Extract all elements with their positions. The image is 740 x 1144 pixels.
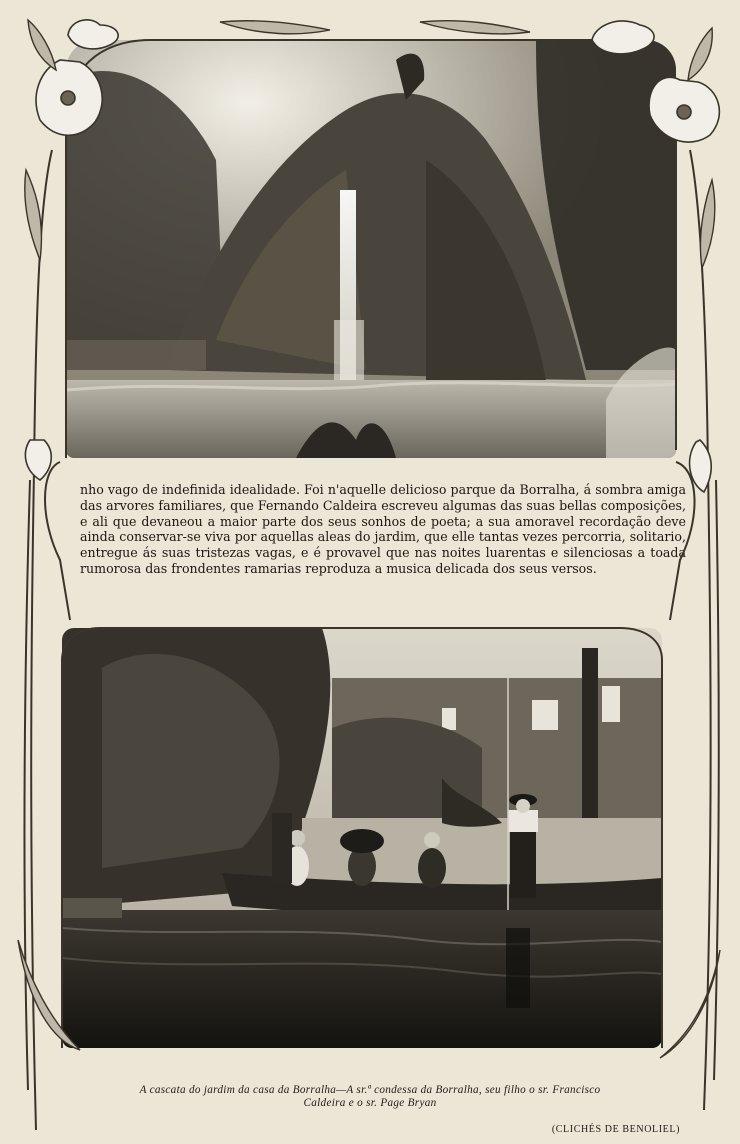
photo-caption xyxy=(40,1084,700,1110)
boat-party-photo-image xyxy=(62,628,662,1048)
waterfall-photo-image xyxy=(66,40,676,458)
waterfall-photo xyxy=(66,40,676,458)
caption-line-2: Caldeira e o sr. Page Bryan xyxy=(303,1097,437,1109)
boat-party-photo xyxy=(62,628,662,1048)
caption-line-1: A cascata do jardim da casa da Borralha—A sr.ª condessa da Borralha, seu filho o sr. Francisco xyxy=(139,1084,601,1096)
photo-credit: (CLICHÉS DE BENOLIEL) xyxy=(551,1124,680,1135)
article-paragraph: nho vago de indefinida idealidade. Foi n'aquelle delicioso parque da Borralha, á sombra amiga das arvores familiares, que Fernando Caldeira escreveu algumas das suas bellas composições, e ali que devaneou a maior parte dos seus sonhos de poeta; a sua amoravel recordação deve ainda conservar-se viva por aquellas aleas do jardim, que elle tantas vezes percorria, solitario, entregue ás suas tristezas vagas, e é provavel que nas noites luarentas e silenciosas a toada rumorosa das frondentes ramarias reproduza a musica delicada dos seus versos. xyxy=(80,482,686,576)
